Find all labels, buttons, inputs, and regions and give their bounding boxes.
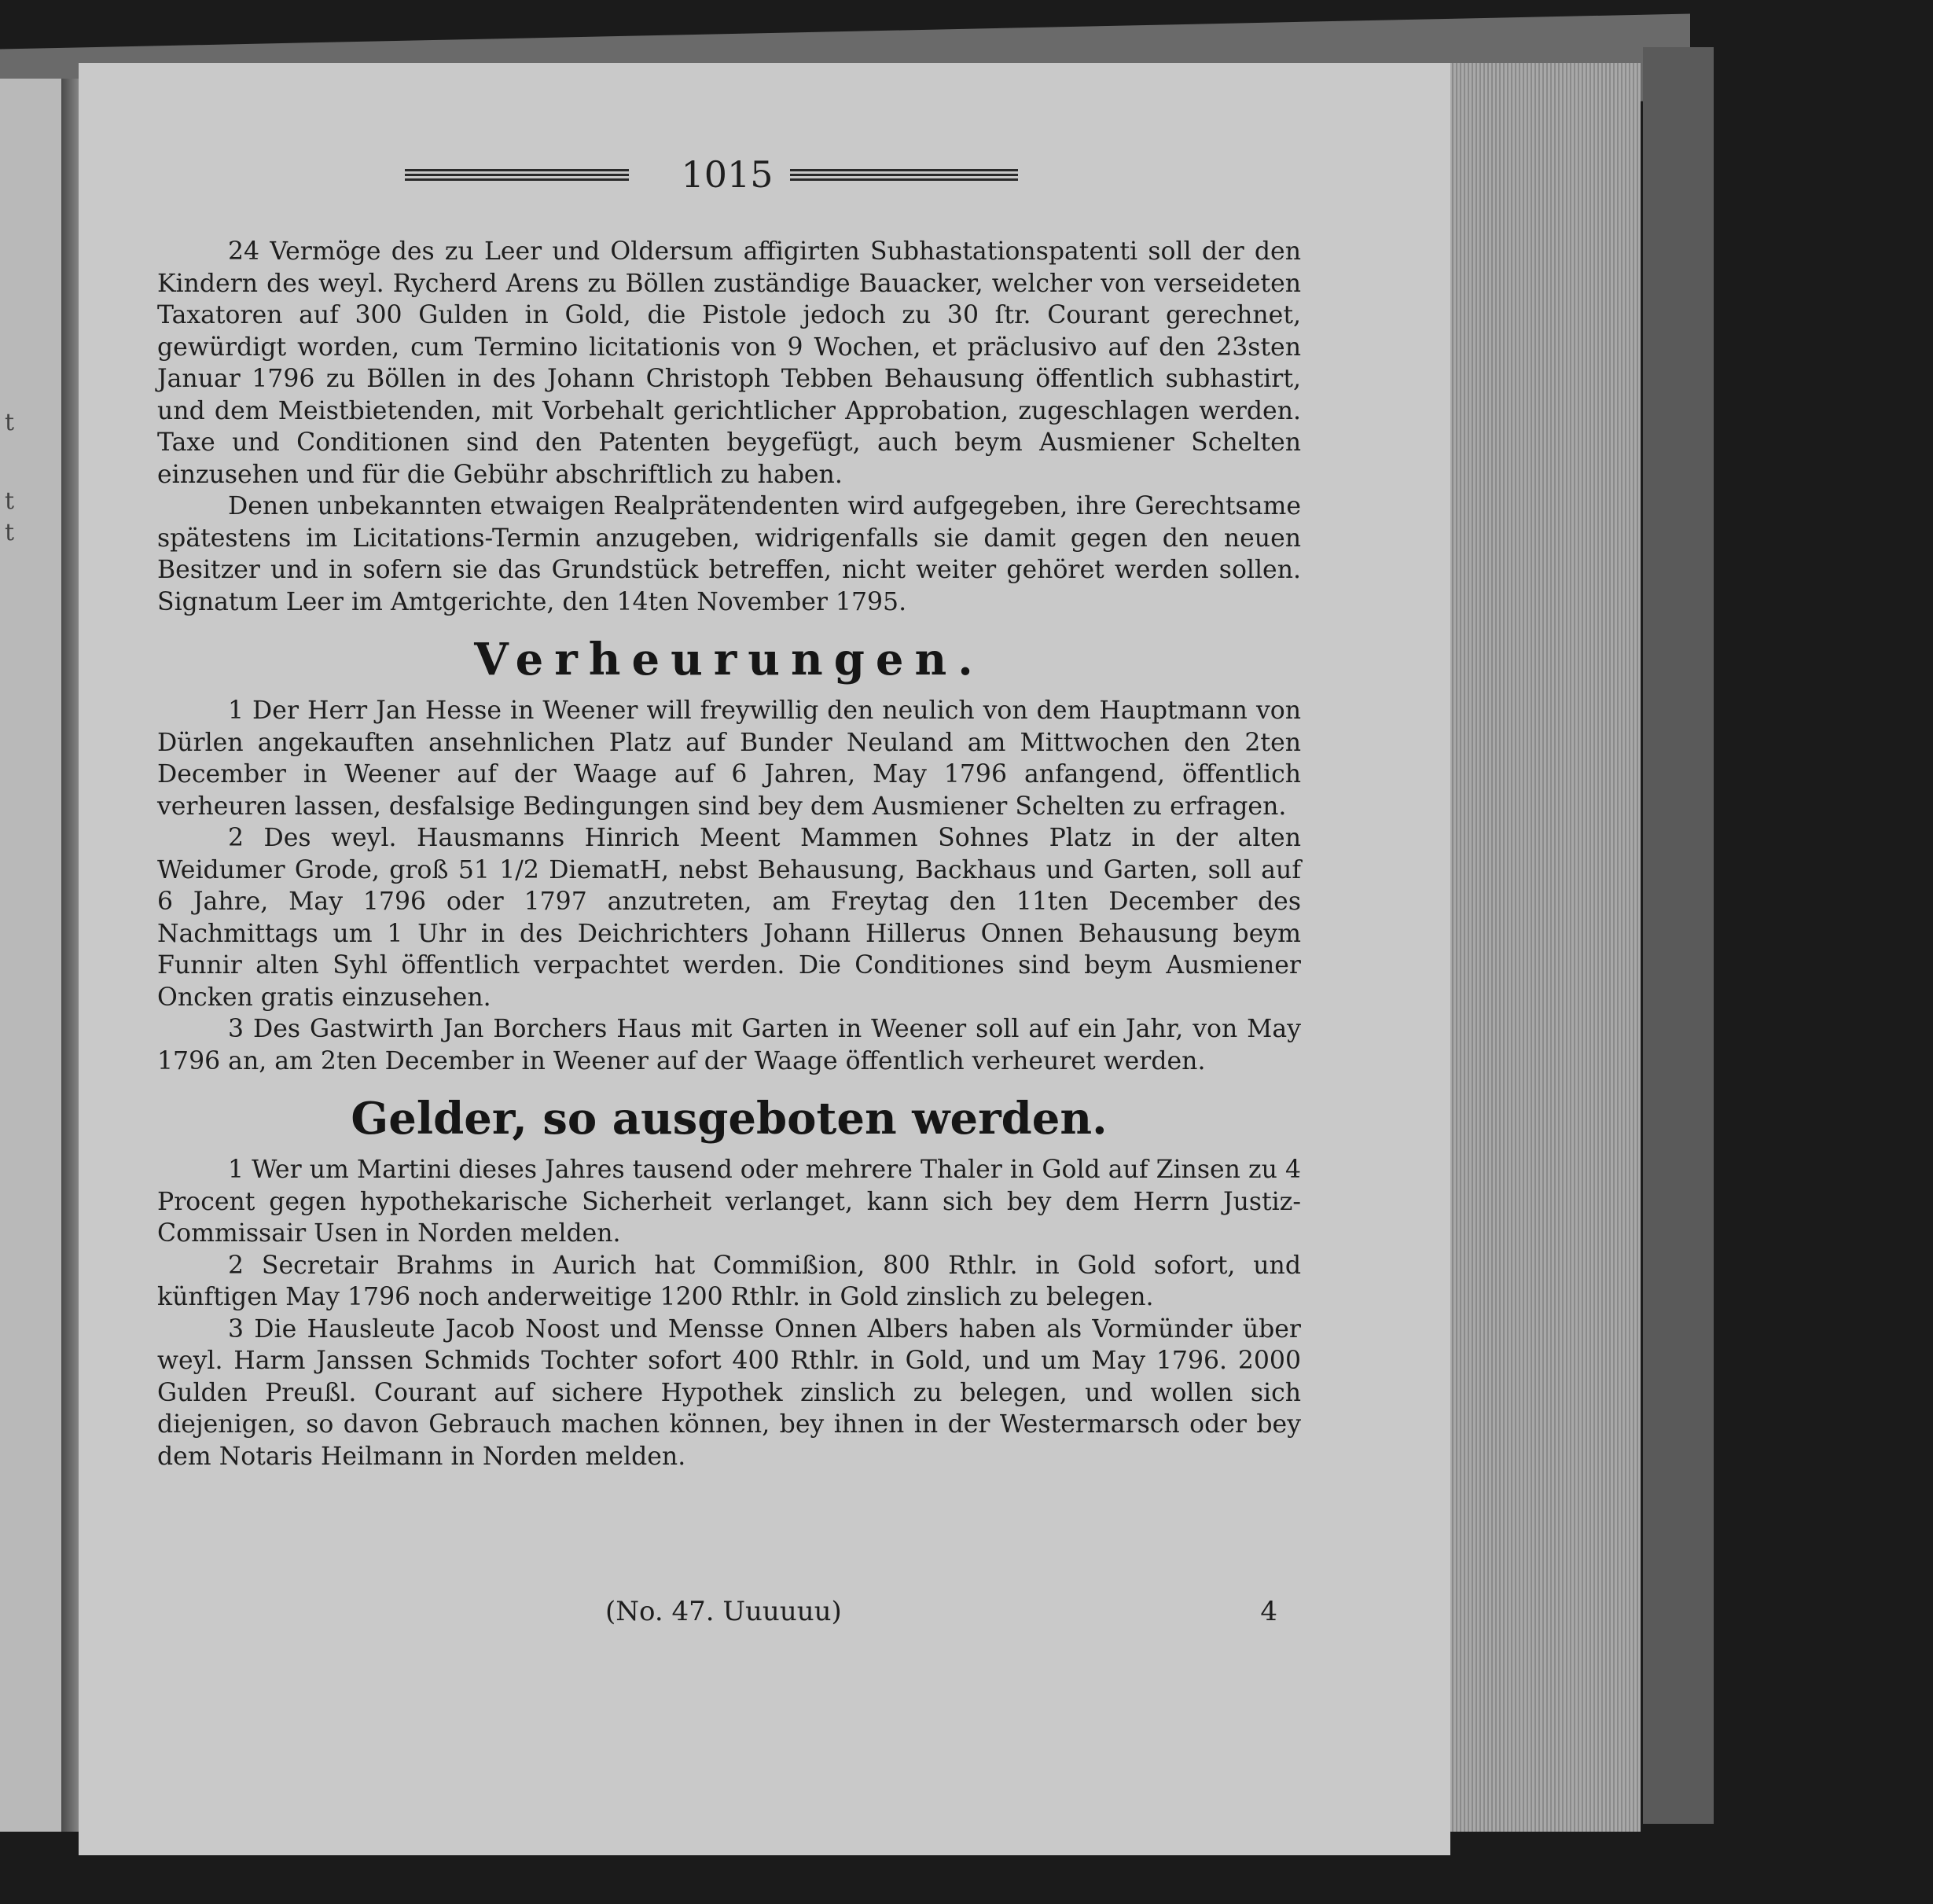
left-page-edge bbox=[0, 79, 64, 1832]
list-item: 2 Des weyl. Hausmanns Hinrich Meent Mammen Sohnes Platz in der alten Weidumer Grode, groß 51 1/2 DiematH, nebst Behausung, Backhaus und Garten, soll auf 6 Jahre, May 1796 oder 1797 anzutreten, am Freytag den 11ten December des Nachmittags um 1 Uhr in des Deichrichters Johann Hillerus Onnen Behausung beym Funnir alten Syhl öffentlich verpachtet werden. Die Conditiones sind beym Ausmiener Oncken gratis einzusehen. bbox=[157, 824, 1301, 1012]
section-heading-gelder: Gelder, so ausgeboten werden. bbox=[351, 1093, 1108, 1145]
page-number: 1015 bbox=[681, 153, 774, 196]
list-item: 3 Die Hausleute Jacob Noost und Mensse Onnen Albers haben als Vormünder über weyl. Harm Janssen Schmids Tochter sofort 400 Rthlr. in Gold, und um May 1796. 2000 Gulden Preußl. Courant auf sichere Hypothek zinslich zu belegen, und wollen sich diejenigen, so davon Gebrauch machen können, bey ihnen in der Westermarsch oder bey dem Notaris Heilmann in Norden melden. bbox=[157, 1314, 1301, 1471]
notice-paragraph: 24 Vermöge des zu Leer und Oldersum affigirten Subhastationspatenti soll der den Kindern des weyl. Rycherd Arens zu Böllen zuständige Bauacker, welcher von verseideten Taxatoren auf 300 Gulden in Gold, die Pistole jedoch zu 30 ſtr. Courant gerechnet, gewürdigt worden, cum Termino licitationis von 9 Wochen, et präclusivo auf den 23sten Januar 1796 zu Böllen in des Johann Christoph Tebben Behausung öffentlich subhastirt, und dem Meistbietenden, mit Vorbehalt gerichtlicher Approbation, zugeschlagen werden. Taxe und Conditionen sind den Patenten beygefügt, auch beym Ausmiener Schelten einzusehen und für die Gebühr abschriftlich zu haben. bbox=[157, 237, 1301, 489]
section-heading-verheurungen: Verheurungen. bbox=[474, 634, 984, 686]
notice-paragraph: Denen unbekannten etwaigen Realprätendenten wird aufgegeben, ihre Gerechtsame spätestens im Licitations-Termin anzugeben, widrigenfalls sie damit gegen den neuen Besitzer und in sofern sie das Grundstück betreffen, nicht weiter gehöret werden sollen. Signatum Leer im Amtgerichte, den 14ten November 1795. bbox=[157, 492, 1301, 616]
book-cover-edge bbox=[1643, 47, 1714, 1824]
edge-letter: t bbox=[5, 487, 15, 515]
page-fore-edge bbox=[1446, 63, 1641, 1832]
edge-letter: t bbox=[5, 519, 15, 546]
page-body bbox=[157, 236, 1301, 1472]
list-item: 2 Secretair Brahms in Aurich hat Commißion, 800 Rthlr. in Gold sofort, und künftigen May 1796 noch anderweitige 1200 Rthlr. in Gold zinslich zu belegen. bbox=[157, 1251, 1301, 1311]
page-footer bbox=[157, 1596, 1301, 1635]
list-item: 1 Der Herr Jan Hesse in Weener will freywillig den neulich von dem Hauptmann von Dürlen angekauften ansehnlichen Platz auf Bunder Neuland am Mittwochen den 2ten December in Weener auf der Waage auf 6 Jahren, May 1796 anfangend, öffentlich verheuren lassen, desfalsige Bedingungen sind bey dem Ausmiener Schelten zu erfragen. bbox=[157, 697, 1301, 821]
page-header bbox=[405, 153, 1018, 200]
printer-signature: (No. 47. Uuuuuu) bbox=[605, 1596, 842, 1627]
edge-letter: t bbox=[5, 409, 15, 436]
header-rule-left bbox=[405, 169, 629, 183]
list-item: 3 Des Gastwirth Jan Borchers Haus mit Garten in Weener soll auf ein Jahr, von May 1796 an, am 2ten December in Weener auf der Waage öffentlich verheuret werden. bbox=[157, 1015, 1301, 1075]
header-rule-right bbox=[790, 169, 1018, 183]
list-item: 1 Wer um Martini dieses Jahres tausend oder mehrere Thaler in Gold auf Zinsen zu 4 Procent gegen hypothekarische Sicherheit verlanget, kann sich bey dem Herrn Justiz-Commissair Usen in Norden melden. bbox=[157, 1156, 1301, 1248]
folio-number: 4 bbox=[1260, 1596, 1277, 1627]
